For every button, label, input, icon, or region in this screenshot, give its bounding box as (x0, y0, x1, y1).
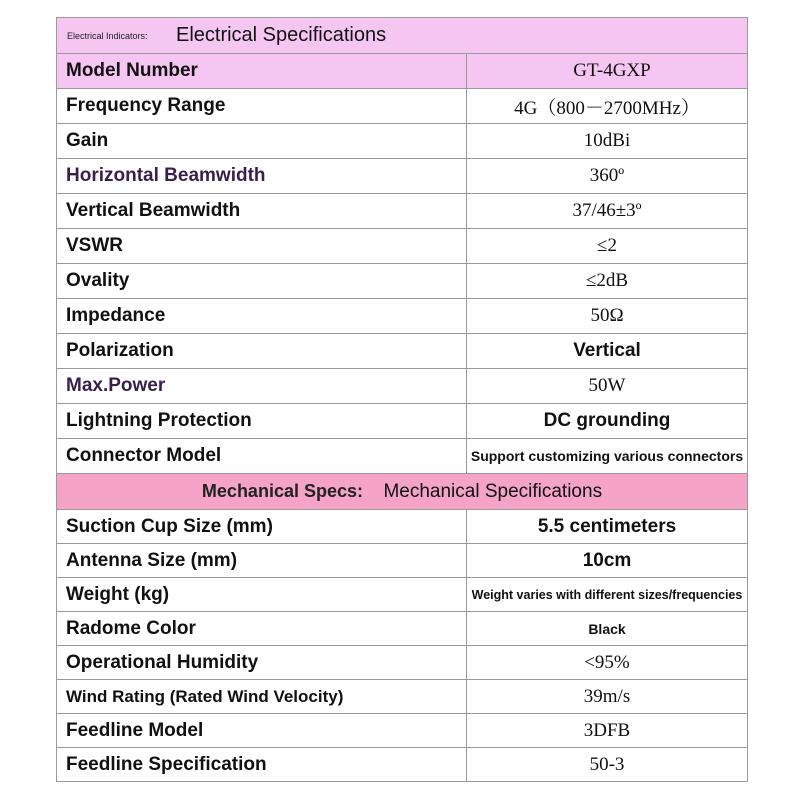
spec-label: VSWR (57, 229, 467, 264)
spec-value: Black (467, 612, 748, 646)
table-row (57, 646, 748, 680)
spec-value: 4G（800－2700MHz） (467, 89, 748, 124)
table-row (57, 714, 748, 748)
mechanical-title: Mechanical Specifications (383, 480, 603, 502)
spec-value: DC grounding (467, 404, 748, 439)
spec-value: 5.5 centimeters (467, 510, 748, 544)
spec-value: ≤2 (467, 229, 748, 264)
spec-value: 50W (467, 369, 748, 404)
spec-label: Polarization (57, 334, 467, 369)
electrical-header-row (57, 18, 748, 54)
table-row (57, 124, 748, 159)
table-row (57, 89, 748, 124)
mechanical-header (57, 474, 748, 510)
spec-label: Frequency Range (57, 89, 467, 124)
spec-table (56, 17, 748, 782)
spec-label: Vertical Beamwidth (57, 194, 467, 229)
spec-value: 360º (467, 159, 748, 194)
table-row (57, 748, 748, 782)
table-row (57, 54, 748, 89)
electrical-header (57, 18, 748, 54)
spec-value: 3DFB (467, 714, 748, 748)
table-row (57, 229, 748, 264)
spec-label: Max.Power (57, 369, 467, 404)
spec-label: Connector Model (57, 439, 467, 474)
spec-value: <95% (467, 646, 748, 680)
spec-value: 10dBi (467, 124, 748, 159)
spec-value: 50-3 (467, 748, 748, 782)
spec-value: GT-4GXP (467, 54, 748, 89)
spec-value: 39m/s (467, 680, 748, 714)
spec-value: ≤2dB (467, 264, 748, 299)
table-row (57, 299, 748, 334)
mechanical-tag: Mechanical Specs: (201, 480, 363, 501)
table-row (57, 334, 748, 369)
spec-value: Weight varies with different sizes/frequencies (467, 578, 748, 612)
table-row (57, 264, 748, 299)
table-row (57, 578, 748, 612)
spec-label: Feedline Specification (57, 748, 467, 782)
spec-label: Wind Rating (Rated Wind Velocity) (57, 680, 467, 714)
table-row (57, 612, 748, 646)
spec-label: Lightning Protection (57, 404, 467, 439)
table-row (57, 439, 748, 474)
spec-label: Suction Cup Size (mm) (57, 510, 467, 544)
table-row (57, 544, 748, 578)
spec-label: Antenna Size (mm) (57, 544, 467, 578)
spec-label: Model Number (57, 54, 467, 89)
spec-value: 37/46±3º (467, 194, 748, 229)
mechanical-header-row (57, 474, 748, 510)
table-row (57, 159, 748, 194)
table-row (57, 404, 748, 439)
spec-label: Horizontal Beamwidth (57, 159, 467, 194)
spec-value: Support customizing various connectors (467, 439, 748, 474)
electrical-title: Electrical Specifications (175, 24, 387, 46)
spec-label: Weight (kg) (57, 578, 467, 612)
table-row (57, 369, 748, 404)
spec-value: 50Ω (467, 299, 748, 334)
spec-label: Ovality (57, 264, 467, 299)
spec-label: Operational Humidity (57, 646, 467, 680)
spec-value: 10cm (467, 544, 748, 578)
table-row (57, 510, 748, 544)
spec-label: Radome Color (57, 612, 467, 646)
spec-label: Feedline Model (57, 714, 467, 748)
spec-label: Impedance (57, 299, 467, 334)
electrical-tag: Electrical Indicators: (67, 30, 148, 41)
table-row (57, 680, 748, 714)
spec-value: Vertical (467, 334, 748, 369)
table-row (57, 194, 748, 229)
spec-label: Gain (57, 124, 467, 159)
